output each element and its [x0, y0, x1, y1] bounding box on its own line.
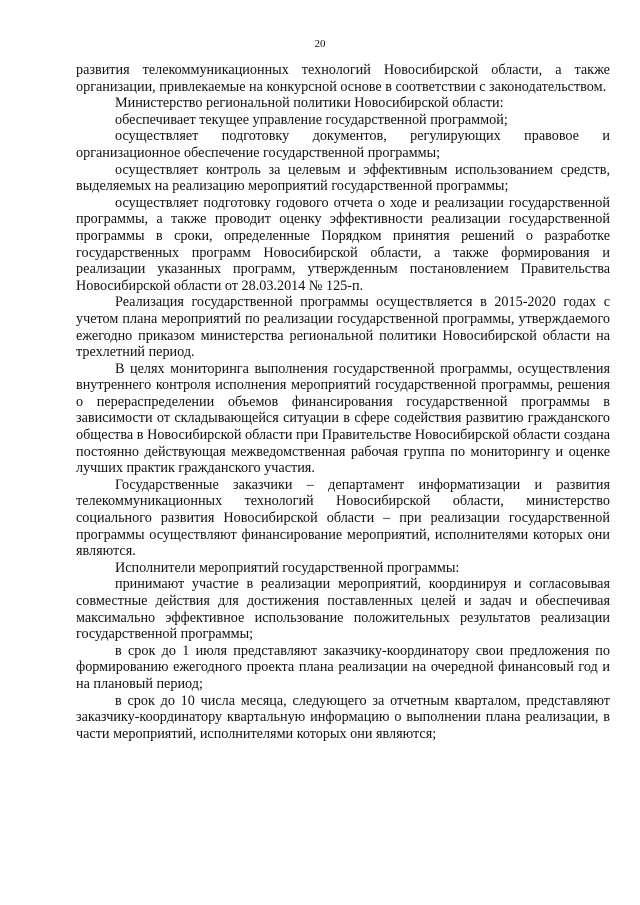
paragraph: Реализация государственной программы осуществляется в 2015-2020 годах с учетом плана мероприятий по реализации государственной программы, утверждаемого ежегодно приказом министерства региональной политики Новосибирской области на трехлетний период. — [76, 294, 610, 361]
paragraph: Министерство региональной политики Новосибирской области: — [115, 95, 504, 112]
paragraph: В целях мониторинга выполнения государственной программы, осуществления внутреннего контроля исполнения мероприятий государственной программы, решения о перераспределении объемов финансирования государственной программы в зависимости от складывающейся ситуации в сфере содействия развитию гражданского общества в Новосибирской области при Правительстве Новосибирской области создана постоянно действующая межведомственная рабочая группа по мониторингу и оценке лучших практик гражданского участия. — [76, 360, 610, 477]
document-body — [76, 62, 610, 742]
paragraph: Государственные заказчики – департамент информатизации и развития телекоммуникационных технологий Новосибирской области, министерство социального развития Новосибирской области – при реализации государственной программы осуществляют финансирование мероприятий, исполнителями которых они являются. — [76, 476, 610, 560]
paragraph: осуществляет подготовку годового отчета о ходе и реализации государственной программы, а также проводит оценку эффективности реализации государственной программы в сроки, определенные Порядком принятия решений о разработке государственных программ Новосибирской области, а также формирования и реализации указанных программ, утвержденным постановлением Правительства Новосибирской области от 28.03.2014 № 125-п. — [76, 194, 610, 294]
paragraph: осуществляет подготовку документов, регулирующих правовое и организационное обеспечение государственной программы; — [76, 128, 610, 161]
paragraph: Исполнители мероприятий государственной программы: — [115, 559, 460, 576]
paragraph: развития телекоммуникационных технологий Новосибирской области, а также организации, привлекаемые на конкурсной основе в соответствии с законодательством. — [76, 62, 610, 95]
page-number: 20 — [314, 38, 326, 50]
paragraph: в срок до 1 июля представляют заказчику-координатору свои предложения по формированию ежегодного проекта плана реализации на очередной финансовый год и на плановый период; — [76, 642, 610, 692]
paragraph: в срок до 10 числа месяца, следующего за отчетным кварталом, представляют заказчику-координатору квартальную информацию о выполнении плана реализации, в части мероприятий, исполнителями которых они являются; — [76, 692, 610, 742]
paragraph: обеспечивает текущее управление государственной программой; — [115, 111, 508, 128]
paragraph: осуществляет контроль за целевым и эффективным использованием средств, выделяемых на реализацию мероприятий государственной программы; — [76, 161, 610, 195]
paragraph: принимают участие в реализации мероприятий, координируя и согласовывая совместные действия для достижения поставленных целей и задач и обеспечивая максимально эффективное использование положительных результатов реализации государственной программы; — [76, 576, 610, 643]
